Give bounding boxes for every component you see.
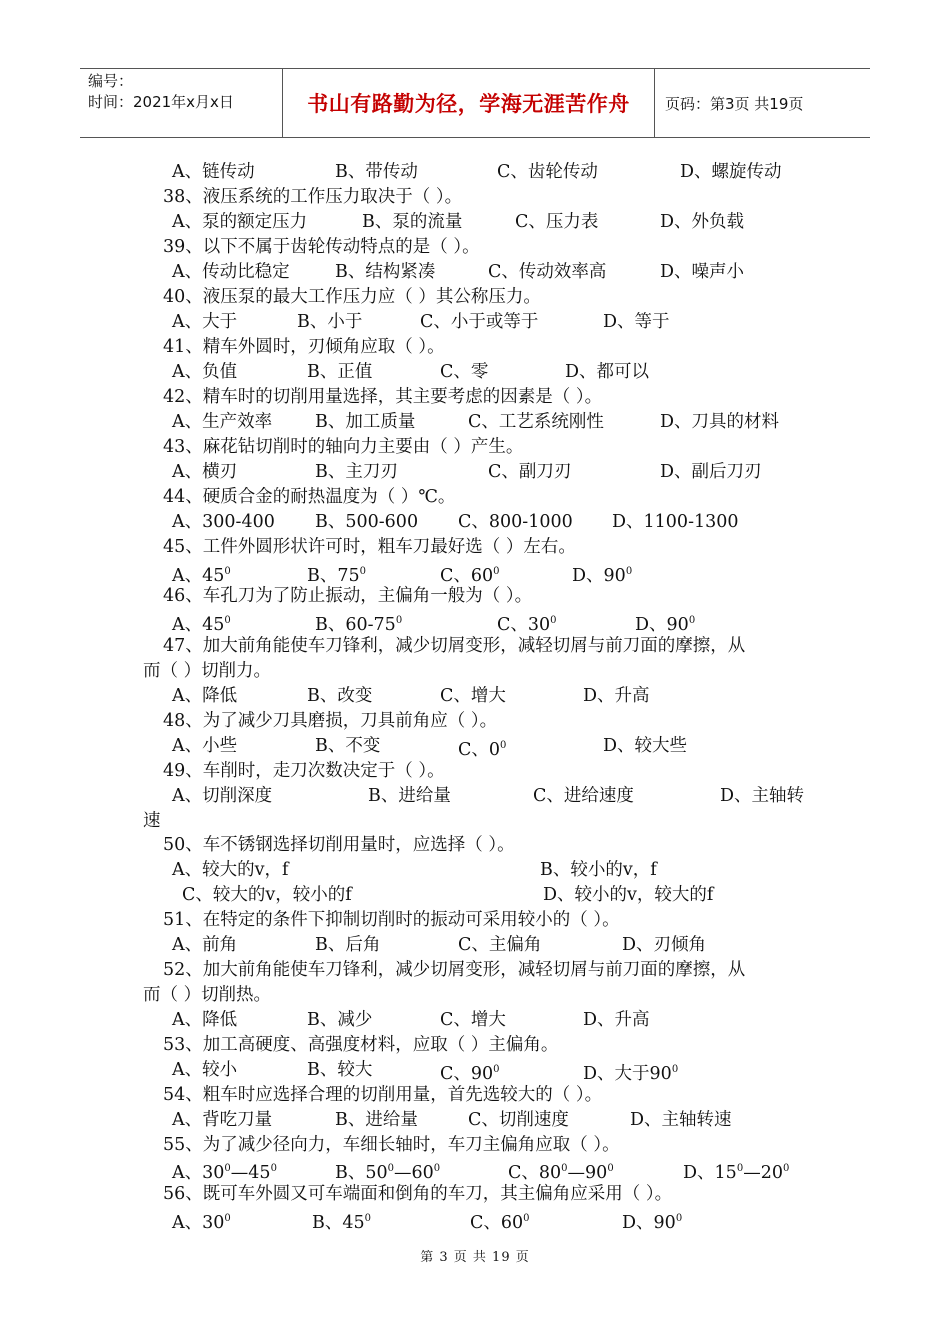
degree-mark: 0: [550, 615, 557, 626]
answer-option: C、零: [440, 362, 489, 382]
degree-mark: 0: [270, 1163, 277, 1174]
answer-option: D、等于: [603, 312, 670, 332]
question-text: 46、车孔刀为了防止振动，主偏角一般为（ ）。: [163, 586, 533, 606]
answer-option: B、小于: [297, 312, 363, 332]
answer-option: B、改变: [307, 686, 373, 706]
answer-option: C、$80^0—90^0$: [508, 1163, 614, 1183]
answer-option: D、噪声小: [660, 262, 745, 282]
answer-option: A、$30^0—45^0$: [172, 1163, 277, 1183]
answer-option: C、切削速度: [468, 1110, 569, 1130]
degree-mark: 0: [671, 1064, 679, 1075]
answer-option: A、小些: [172, 736, 238, 756]
answer-option: B、$45^0$: [312, 1213, 372, 1233]
header-slogan: 书山有路勤为径，学海无涯苦作舟: [307, 92, 630, 116]
answer-option: A、负值: [172, 362, 238, 382]
answer-option: B、$50^0—60^0$: [335, 1163, 441, 1183]
answer-option: C、进给速度: [533, 786, 634, 806]
answer-option: C、工艺系统刚性: [468, 412, 604, 432]
degree-mark: 0: [224, 615, 231, 626]
answer-option: D、$90^0$: [572, 566, 633, 586]
question-text: 38、液压系统的工作压力取决于（ ）。: [163, 187, 463, 207]
answer-option: A、降低: [172, 686, 238, 706]
degree-mark: 0: [359, 566, 367, 577]
answer-option: B、较小的v，f: [540, 860, 657, 880]
question-text: 56、既可车外圆又可车端面和倒角的车刀，其主偏角应采用（ ）。: [163, 1184, 673, 1204]
time-label: 时间：2021年x月x日: [88, 93, 234, 111]
page-header: [80, 68, 870, 138]
answer-option: D、外负载: [660, 212, 745, 232]
answer-option: B、泵的流量: [362, 212, 463, 232]
answer-option: A、泵的额定压力: [172, 212, 308, 232]
question-text: 39、以下不属于齿轮传动特点的是（ ）。: [163, 237, 480, 257]
answer-option: D、刀具的材料: [660, 412, 780, 432]
answer-option: B、正值: [307, 362, 373, 382]
answer-option: C、$0^0$: [458, 740, 507, 760]
answer-option: D、升高: [583, 686, 650, 706]
question-text: 54、粗车时应选择合理的切削用量，首先选较大的（ ）。: [163, 1085, 603, 1105]
degree-mark: 0: [395, 615, 403, 626]
answer-option: B、$75^0$: [307, 566, 367, 586]
answer-option: A、横刃: [172, 462, 238, 482]
answer-option: B、减少: [307, 1010, 373, 1030]
answer-option: D、1100-1300: [612, 512, 739, 532]
number-label: 编号：: [88, 72, 134, 90]
degree-mark: 0: [782, 1163, 790, 1174]
degree-mark: 0: [688, 615, 696, 626]
degree-mark: 0: [364, 1213, 372, 1224]
answer-option: B、结构紧凑: [335, 262, 436, 282]
answer-option: C、小于或等于: [420, 312, 539, 332]
answer-option: B、进给量: [368, 786, 451, 806]
answer-option: C、增大: [440, 686, 506, 706]
question-text: 50、车不锈钢选择切削用量时，应选择（ ）。: [163, 835, 515, 855]
answer-option: C、主偏角: [458, 935, 542, 955]
degree-mark: 0: [675, 1213, 683, 1224]
question-text: 44、硬质合金的耐热温度为（ ）℃。: [163, 487, 456, 507]
header-page-info: 页码：第3页 共19页: [665, 94, 804, 113]
question-text: 47、加大前角能使车刀锋利，减少切屑变形，减轻切屑与前刀面的摩擦，从: [163, 636, 746, 656]
answer-option: A、生产效率: [172, 412, 273, 432]
answer-option: D、$15^0—20^0$: [683, 1163, 790, 1183]
answer-option: C、齿轮传动: [497, 162, 598, 182]
answer-option: A、300-400: [172, 512, 275, 532]
answer-option: A、切削深度: [172, 786, 273, 806]
answer-option: C、800-1000: [458, 512, 573, 532]
answer-option: A、较小: [172, 1060, 238, 1080]
answer-option: A、背吃刀量: [172, 1110, 273, 1130]
answer-option: D、螺旋传动: [680, 162, 782, 182]
question-text: 40、液压泵的最大工作压力应（ ）其公称压力。: [163, 287, 541, 307]
answer-option: B、带传动: [335, 162, 418, 182]
answer-option: B、进给量: [335, 1110, 418, 1130]
answer-option: D、主轴转: [720, 786, 805, 806]
degree-mark: 0: [561, 1163, 568, 1174]
degree-mark: 0: [224, 1213, 231, 1224]
answer-option: C、$90^0$: [440, 1064, 500, 1084]
question-text: 55、为了减少径向力，车细长轴时，车刀主偏角应取（ ）。: [163, 1135, 620, 1155]
answer-option: D、都可以: [565, 362, 650, 382]
answer-option: B、500-600: [315, 512, 419, 532]
question-text: 45、工件外圆形状许可时，粗车刀最好选（ ）左右。: [163, 537, 576, 557]
answer-option: D、刃倾角: [622, 935, 707, 955]
question-text: 速: [143, 811, 161, 831]
answer-option: D、较小的v，较大的f: [543, 885, 714, 905]
answer-option: C、压力表: [515, 212, 599, 232]
degree-mark: 0: [224, 566, 231, 577]
header-slogan-cell: [283, 69, 655, 137]
answer-option: B、加工质量: [315, 412, 416, 432]
answer-option: A、$45^0$: [172, 615, 231, 635]
answer-option: B、主刀刃: [315, 462, 398, 482]
question-text: 42、精车时的切削用量选择，其主要考虑的因素是（ ）。: [163, 387, 603, 407]
answer-option: A、$45^0$: [172, 566, 231, 586]
question-text: 而（ ）切削热。: [143, 985, 272, 1005]
question-text: 52、加大前角能使车刀锋利，减少切屑变形，减轻切屑与前刀面的摩擦，从: [163, 960, 746, 980]
answer-option: A、降低: [172, 1010, 238, 1030]
answer-option: C、传动效率高: [488, 262, 607, 282]
degree-mark: 0: [493, 1064, 500, 1075]
answer-option: D、$90^0$: [635, 615, 696, 635]
answer-option: C、副刀刃: [488, 462, 572, 482]
answer-option: B、较大: [307, 1060, 373, 1080]
answer-option: A、传动比稳定: [172, 262, 290, 282]
question-text: 41、精车外圆时，刃倾角应取（ ）。: [163, 337, 445, 357]
answer-option: B、后角: [315, 935, 381, 955]
answer-option: B、不变: [315, 736, 381, 756]
degree-mark: 0: [500, 740, 507, 751]
answer-option: C、较大的v，较小的f: [182, 885, 352, 905]
answer-option: D、主轴转速: [630, 1110, 732, 1130]
degree-mark: 0: [224, 1163, 231, 1174]
answer-option: C、$60^0$: [440, 566, 500, 586]
question-text: 53、加工高硬度、高强度材料，应取（ ）主偏角。: [163, 1035, 559, 1055]
degree-mark: 0: [523, 1213, 530, 1224]
question-text: 51、在特定的条件下抑制切削时的振动可采用较小的（ ）。: [163, 910, 620, 930]
header-page-info-cell: [655, 69, 870, 137]
answer-option: A、$30^0$: [172, 1213, 231, 1233]
question-text: 48、为了减少刀具磨损，刀具前角应（ ）。: [163, 711, 498, 731]
question-text: 而（ ）切削力。: [143, 661, 272, 681]
answer-option: D、副后刀刃: [660, 462, 762, 482]
degree-mark: 0: [493, 566, 500, 577]
header-meta: [80, 69, 283, 137]
answer-option: D、大于$90^0$: [583, 1064, 679, 1084]
answer-option: D、较大些: [603, 736, 688, 756]
answer-option: A、较大的v，f: [172, 860, 289, 880]
degree-mark: 0: [433, 1163, 441, 1174]
question-text: 43、麻花钻切削时的轴向力主要由（ ）产生。: [163, 437, 524, 457]
page-footer: 第 3 页 共 19 页: [420, 1250, 530, 1265]
answer-option: C、$60^0$: [470, 1213, 530, 1233]
answer-option: D、$90^0$: [622, 1213, 683, 1233]
degree-mark: 0: [607, 1163, 614, 1174]
answer-option: A、前角: [172, 935, 238, 955]
degree-mark: 0: [736, 1163, 744, 1174]
degree-mark: 0: [387, 1163, 395, 1174]
answer-option: C、$30^0$: [497, 615, 557, 635]
answer-option: B、$60-75^0$: [315, 615, 403, 635]
answer-option: A、大于: [172, 312, 238, 332]
degree-mark: 0: [625, 566, 633, 577]
answer-option: D、升高: [583, 1010, 650, 1030]
answer-option: C、增大: [440, 1010, 506, 1030]
question-text: 49、车削时，走刀次数决定于（ ）。: [163, 761, 445, 781]
answer-option: A、链传动: [172, 162, 255, 182]
